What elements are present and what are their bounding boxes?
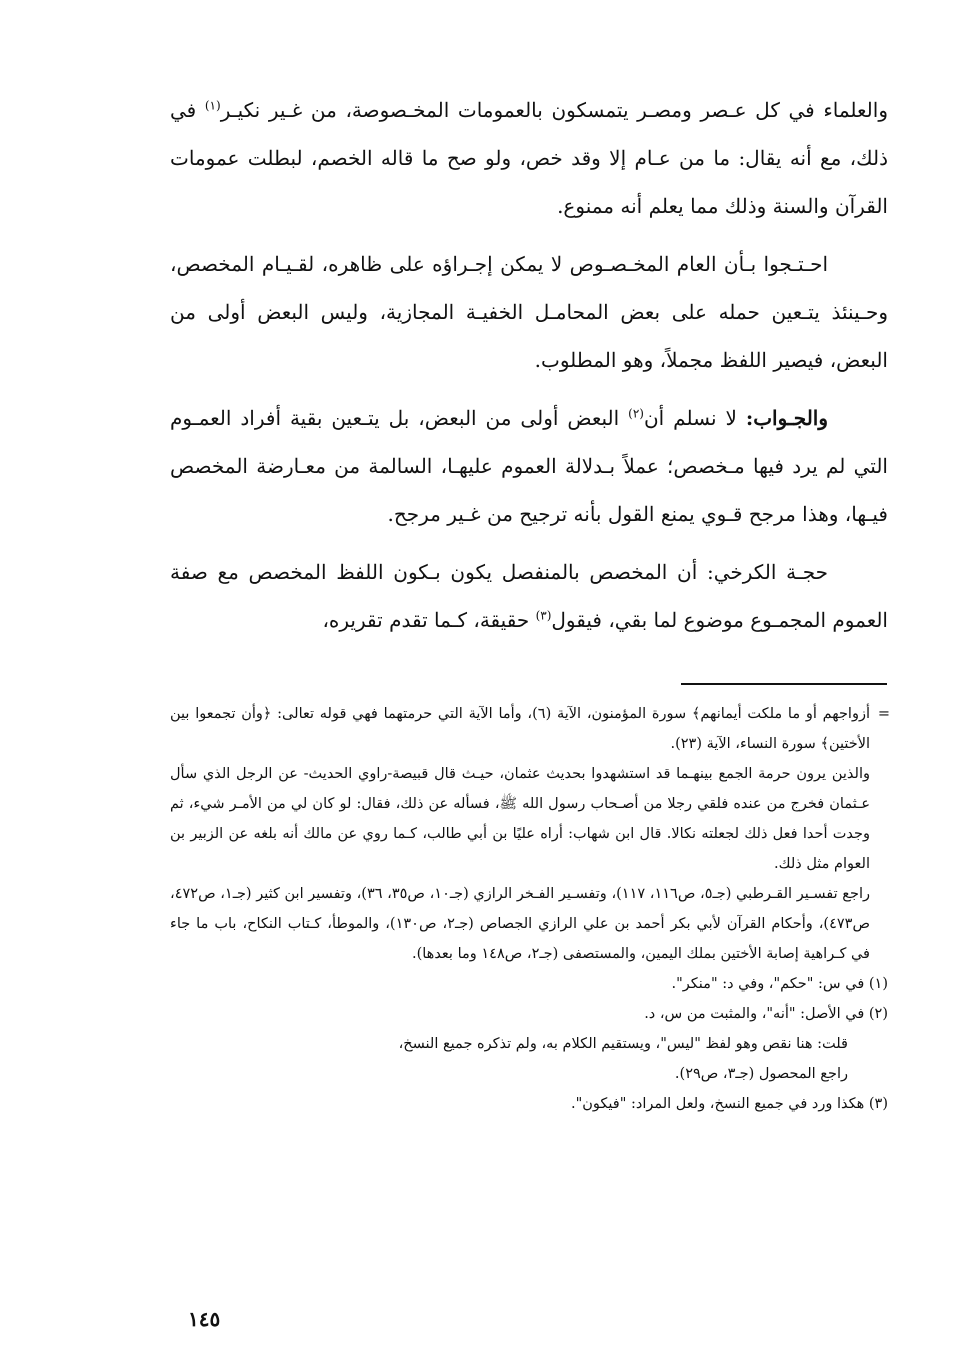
footnote-2 — [170, 999, 888, 1029]
footnote-2-reference — [170, 1059, 888, 1089]
footnotes — [170, 699, 888, 1119]
footnote-1-text: (١) في س: "حكم"، وفي د: "منكر". — [671, 976, 888, 992]
footnote-2-note — [170, 1029, 888, 1059]
footnote-2-reference-text: راجع المحصول (جـ٣، ص٢٩). — [674, 1066, 848, 1082]
footnote-separator — [681, 683, 887, 685]
continuation-mark: = — [877, 706, 890, 722]
footnote-continuation-3 — [170, 879, 888, 969]
footnote-2-note-text: قلت: هنا نقص وهو لفظ "ليس"، ويستقيم الكلام به، ولم تذكره جميع النسخ، — [398, 1036, 848, 1052]
paragraph-4-text: حجـة الكرخي: أن المخصص بالمنفصل يكون بـكون اللفظ المخصص مع صفة العموم المجمـوع موضوع لما بقي، فيقول — [170, 560, 888, 632]
paragraph-2 — [170, 240, 888, 384]
paragraph-1-text: والعلماء في كل عـصر ومصـر يتمسكون بالعمومات المخـصوصة، من غـير نكيـر — [220, 98, 888, 122]
footnote-3 — [170, 1089, 888, 1119]
footnote-1 — [170, 969, 888, 999]
footnote-2-text: (٢) في الأصل: "أنه"، والمثبت من س، د. — [644, 1006, 888, 1022]
paragraph-3-rest: البعض أولى من البعض، بل يتـعين بقية أفراد العمـوم التي لم يرد فيها مـخصص؛ عملاً بـدلالة العموم عليهـا، السالمة من معـارضة المخصص فيـها، وهذا مرجح قـوي يمنع القول بأنه ترجيح من غـير مرجح. — [170, 406, 888, 526]
paragraph-1 — [170, 86, 888, 230]
footnote-ref-3: (٣) — [535, 608, 552, 623]
footnote-continuation-text-1: أزواجهم أو ما ملكت أيمانهم﴾ سورة المؤمنون، الآية (٦)، وأما الآية التي حرمتهما فهي قوله تعالى: ﴿وأن تجمعوا بين الأختين﴾ سورة النساء، الآية (٢٣). — [170, 706, 870, 752]
paragraph-3-text: لا نسلم أن — [643, 406, 746, 430]
answer-heading: والجـواب: — [745, 406, 829, 430]
footnote-continuation-2 — [170, 759, 888, 879]
footnote-ref-1: (١) — [204, 98, 221, 113]
footnote-3-text: (٣) هكذا ورد في جميع النسخ، ولعل المراد: "فيكون". — [570, 1096, 888, 1112]
main-text — [170, 86, 888, 654]
paragraph-2-text: احـتـجوا بـأن العام المخـصـوص لا يمكن إجـراؤه على ظاهره، لقـيـام المخصص، وحـينئذ يتـعين حمله على بعض المحامـل الخفيـة المجازية، وليس البعض أولى من البعض، فيصير اللفظ مجملاً، وهو المطلوب. — [170, 252, 888, 372]
page-number: ١٤٥ — [188, 1307, 221, 1331]
footnote-continuation-text-3: راجع تفسـير القـرطبي (جـ٥، ص١١٦، ١١٧)، وتفسـير الفـخر الرازي (جـ١٠، ص٣٥، ٣٦)، وتفسير ابن كثير (جـ١، ص٤٧٢، ص٤٧٣)، وأحكام القرآن لأبي بكر أحمد بن علي الرازي الجصاص (جـ٢، ص١٣٠)، والموطأ، كـتاب النكاح، باب ما جاء في كـراهية إصابة الأختين بملك اليمين، والمستصفى (جـ٢، ص١٤٨ وما بعدها). — [170, 886, 870, 962]
paragraph-4-rest: حقيقة، كـما تقدم تقريره، — [322, 608, 536, 632]
paragraph-4 — [170, 548, 888, 644]
footnote-continuation-1 — [170, 699, 888, 759]
paragraph-1-rest: في ذلك، مع أنه يقال: ما من عـام إلا وقد خص، ولو صح ما قاله الخصم، لبطلت عمومات القرآن والسنة وذلك مما يعلم أنه ممنوع. — [170, 98, 888, 218]
footnote-continuation-text-2: والذين يرون حرمة الجمع بينهـما قد استشهدوا بحديث عثمان، حيـث قال قبيصة-راوي الحديث- عن الرجل الذي سأل عـثمان فخرج من عنده فلقي رجلا من أصـحاب رسول الله ﷺ، فسأله عن ذلك، فقال: لو كان لي من الأمـر شيء، ثم وجدت أحدا فعل ذلك لجعلته نكالا. قال ابن شهاب: أراه عليًا بن أبي طالب، كـما روي عن مالك أنه بلغه عن الزبير بن العوام مثل ذلك. — [170, 766, 870, 872]
footnote-ref-2: (٢) — [628, 406, 644, 421]
paragraph-3 — [170, 394, 888, 538]
